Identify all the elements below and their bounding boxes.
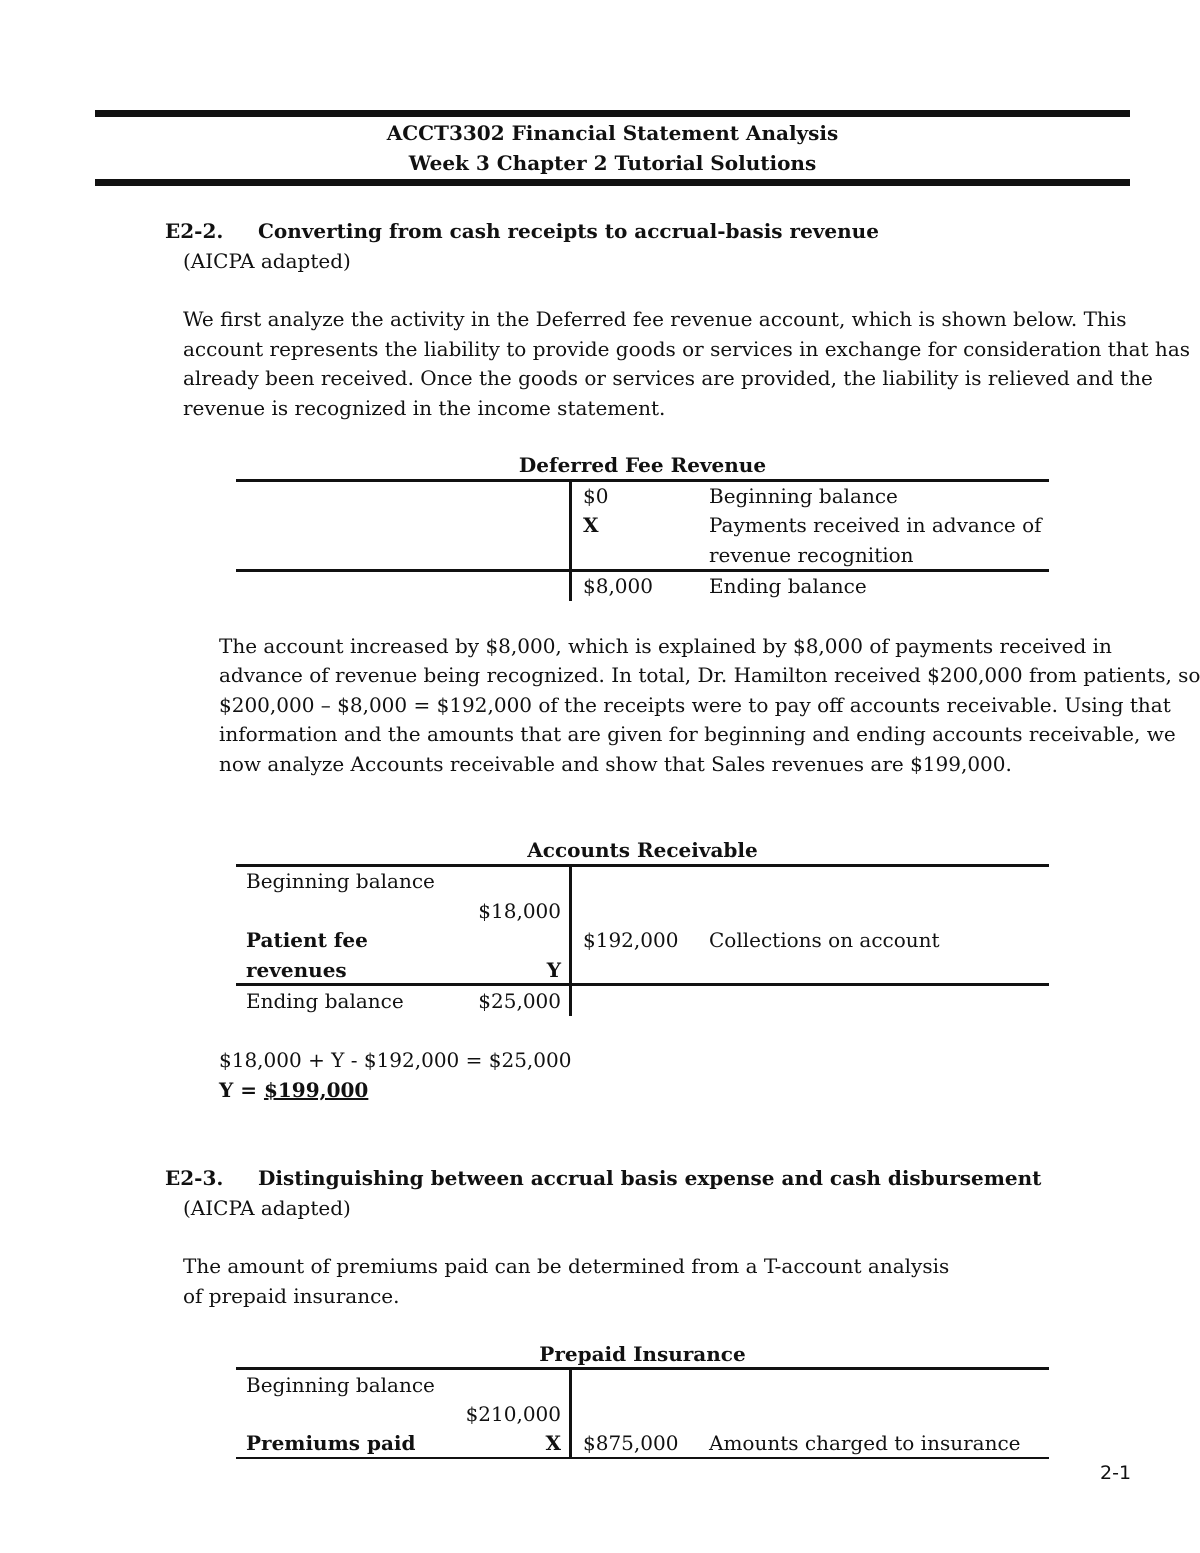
t-account-title: Prepaid Insurance: [539, 1342, 746, 1366]
begin-label: Beginning balance: [246, 1373, 435, 1397]
patient-fee-label: Patient fee: [246, 928, 368, 952]
amount-cell: X: [583, 513, 599, 537]
t-account-title: Accounts Receivable: [527, 838, 758, 862]
begin-amount: $18,000: [478, 899, 561, 923]
label-cell: Payments received in advance of: [709, 513, 1042, 537]
exercise-number-e2-2: E2-2.: [165, 219, 224, 243]
equation: $18,000 + Y - $192,000 = $25,000: [219, 1048, 572, 1072]
t-account-top-rule: [236, 864, 1049, 867]
t-account-total-rule: [236, 569, 1049, 572]
paragraph-line: of prepaid insurance.: [183, 1284, 400, 1308]
paragraph-line: information and the amounts that are given for beginning and ending accounts receivable, we: [219, 722, 1176, 746]
paragraph-line: now analyze Accounts receivable and show that Sales revenues are $199,000.: [219, 752, 1012, 776]
course-title: ACCT3302 Financial Statement Analysis: [386, 121, 839, 145]
t-account-bottom-rule: [236, 1457, 1049, 1459]
paragraph-line: We first analyze the activity in the Deferred fee revenue account, which is shown below. This: [183, 307, 1127, 331]
t-account-total-rule: [236, 983, 1049, 986]
premiums-paid-label: Premiums paid: [246, 1431, 416, 1455]
t-account-center-rule: [569, 479, 572, 601]
t-account-top-rule: [236, 479, 1049, 482]
t-account-top-rule: [236, 1367, 1049, 1370]
exercise-title-e2-2: Converting from cash receipts to accrual-basis revenue: [258, 219, 879, 243]
charged-label: Amounts charged to insurance: [709, 1431, 1021, 1455]
page-number: 2-1: [1100, 1462, 1132, 1484]
premiums-paid-amount: X: [545, 1431, 561, 1455]
amount-cell: $0: [583, 484, 609, 508]
begin-amount: $210,000: [465, 1402, 561, 1426]
ending-amount: $25,000: [478, 989, 561, 1013]
result-prefix: Y =: [219, 1078, 264, 1102]
paragraph-line: advance of revenue being recognized. In total, Dr. Hamilton received $200,000 from patients, so: [219, 663, 1200, 687]
paragraph-line: account represents the liability to provide goods or services in exchange for consideration that has: [183, 337, 1191, 361]
t-account-center-rule: [569, 1367, 572, 1459]
label-cell: Beginning balance: [709, 484, 898, 508]
paragraph-line: The amount of premiums paid can be determined from a T-account analysis: [183, 1254, 950, 1278]
exercise-number-e2-3: E2-3.: [165, 1166, 224, 1190]
collections-amount: $192,000: [583, 928, 679, 952]
charged-amount: $875,000: [583, 1431, 679, 1455]
ending-label: Ending balance: [709, 574, 867, 598]
exercise-source-e2-2: (AICPA adapted): [183, 249, 351, 273]
collections-label: Collections on account: [709, 928, 940, 952]
t-account-center-rule: [569, 864, 572, 1016]
patient-fee-label: revenues: [246, 958, 347, 982]
exercise-source-e2-3: (AICPA adapted): [183, 1196, 351, 1220]
header-rule-bottom: [95, 179, 1130, 186]
paragraph-line: revenue is recognized in the income statement.: [183, 396, 666, 420]
paragraph-line: $200,000 – $8,000 = $192,000 of the receipts were to pay off accounts receivable. Using that: [219, 693, 1171, 717]
patient-fee-amount: Y: [546, 958, 561, 982]
tutorial-title: Week 3 Chapter 2 Tutorial Solutions: [408, 151, 817, 175]
result-value: $199,000: [263, 1078, 369, 1102]
ending-label: Ending balance: [246, 989, 404, 1013]
label-cell: revenue recognition: [709, 543, 914, 567]
ending-amount: $8,000: [583, 574, 653, 598]
t-account-title: Deferred Fee Revenue: [518, 453, 767, 477]
begin-label: Beginning balance: [246, 869, 435, 893]
paragraph-line: The account increased by $8,000, which is explained by $8,000 of payments received in: [219, 634, 1112, 658]
header-rule-top: [95, 110, 1130, 117]
exercise-title-e2-3: Distinguishing between accrual basis expense and cash disbursement: [258, 1166, 1042, 1190]
equation-result: [219, 1076, 368, 1106]
paragraph-line: already been received. Once the goods or services are provided, the liability is relieved and the: [183, 366, 1153, 390]
